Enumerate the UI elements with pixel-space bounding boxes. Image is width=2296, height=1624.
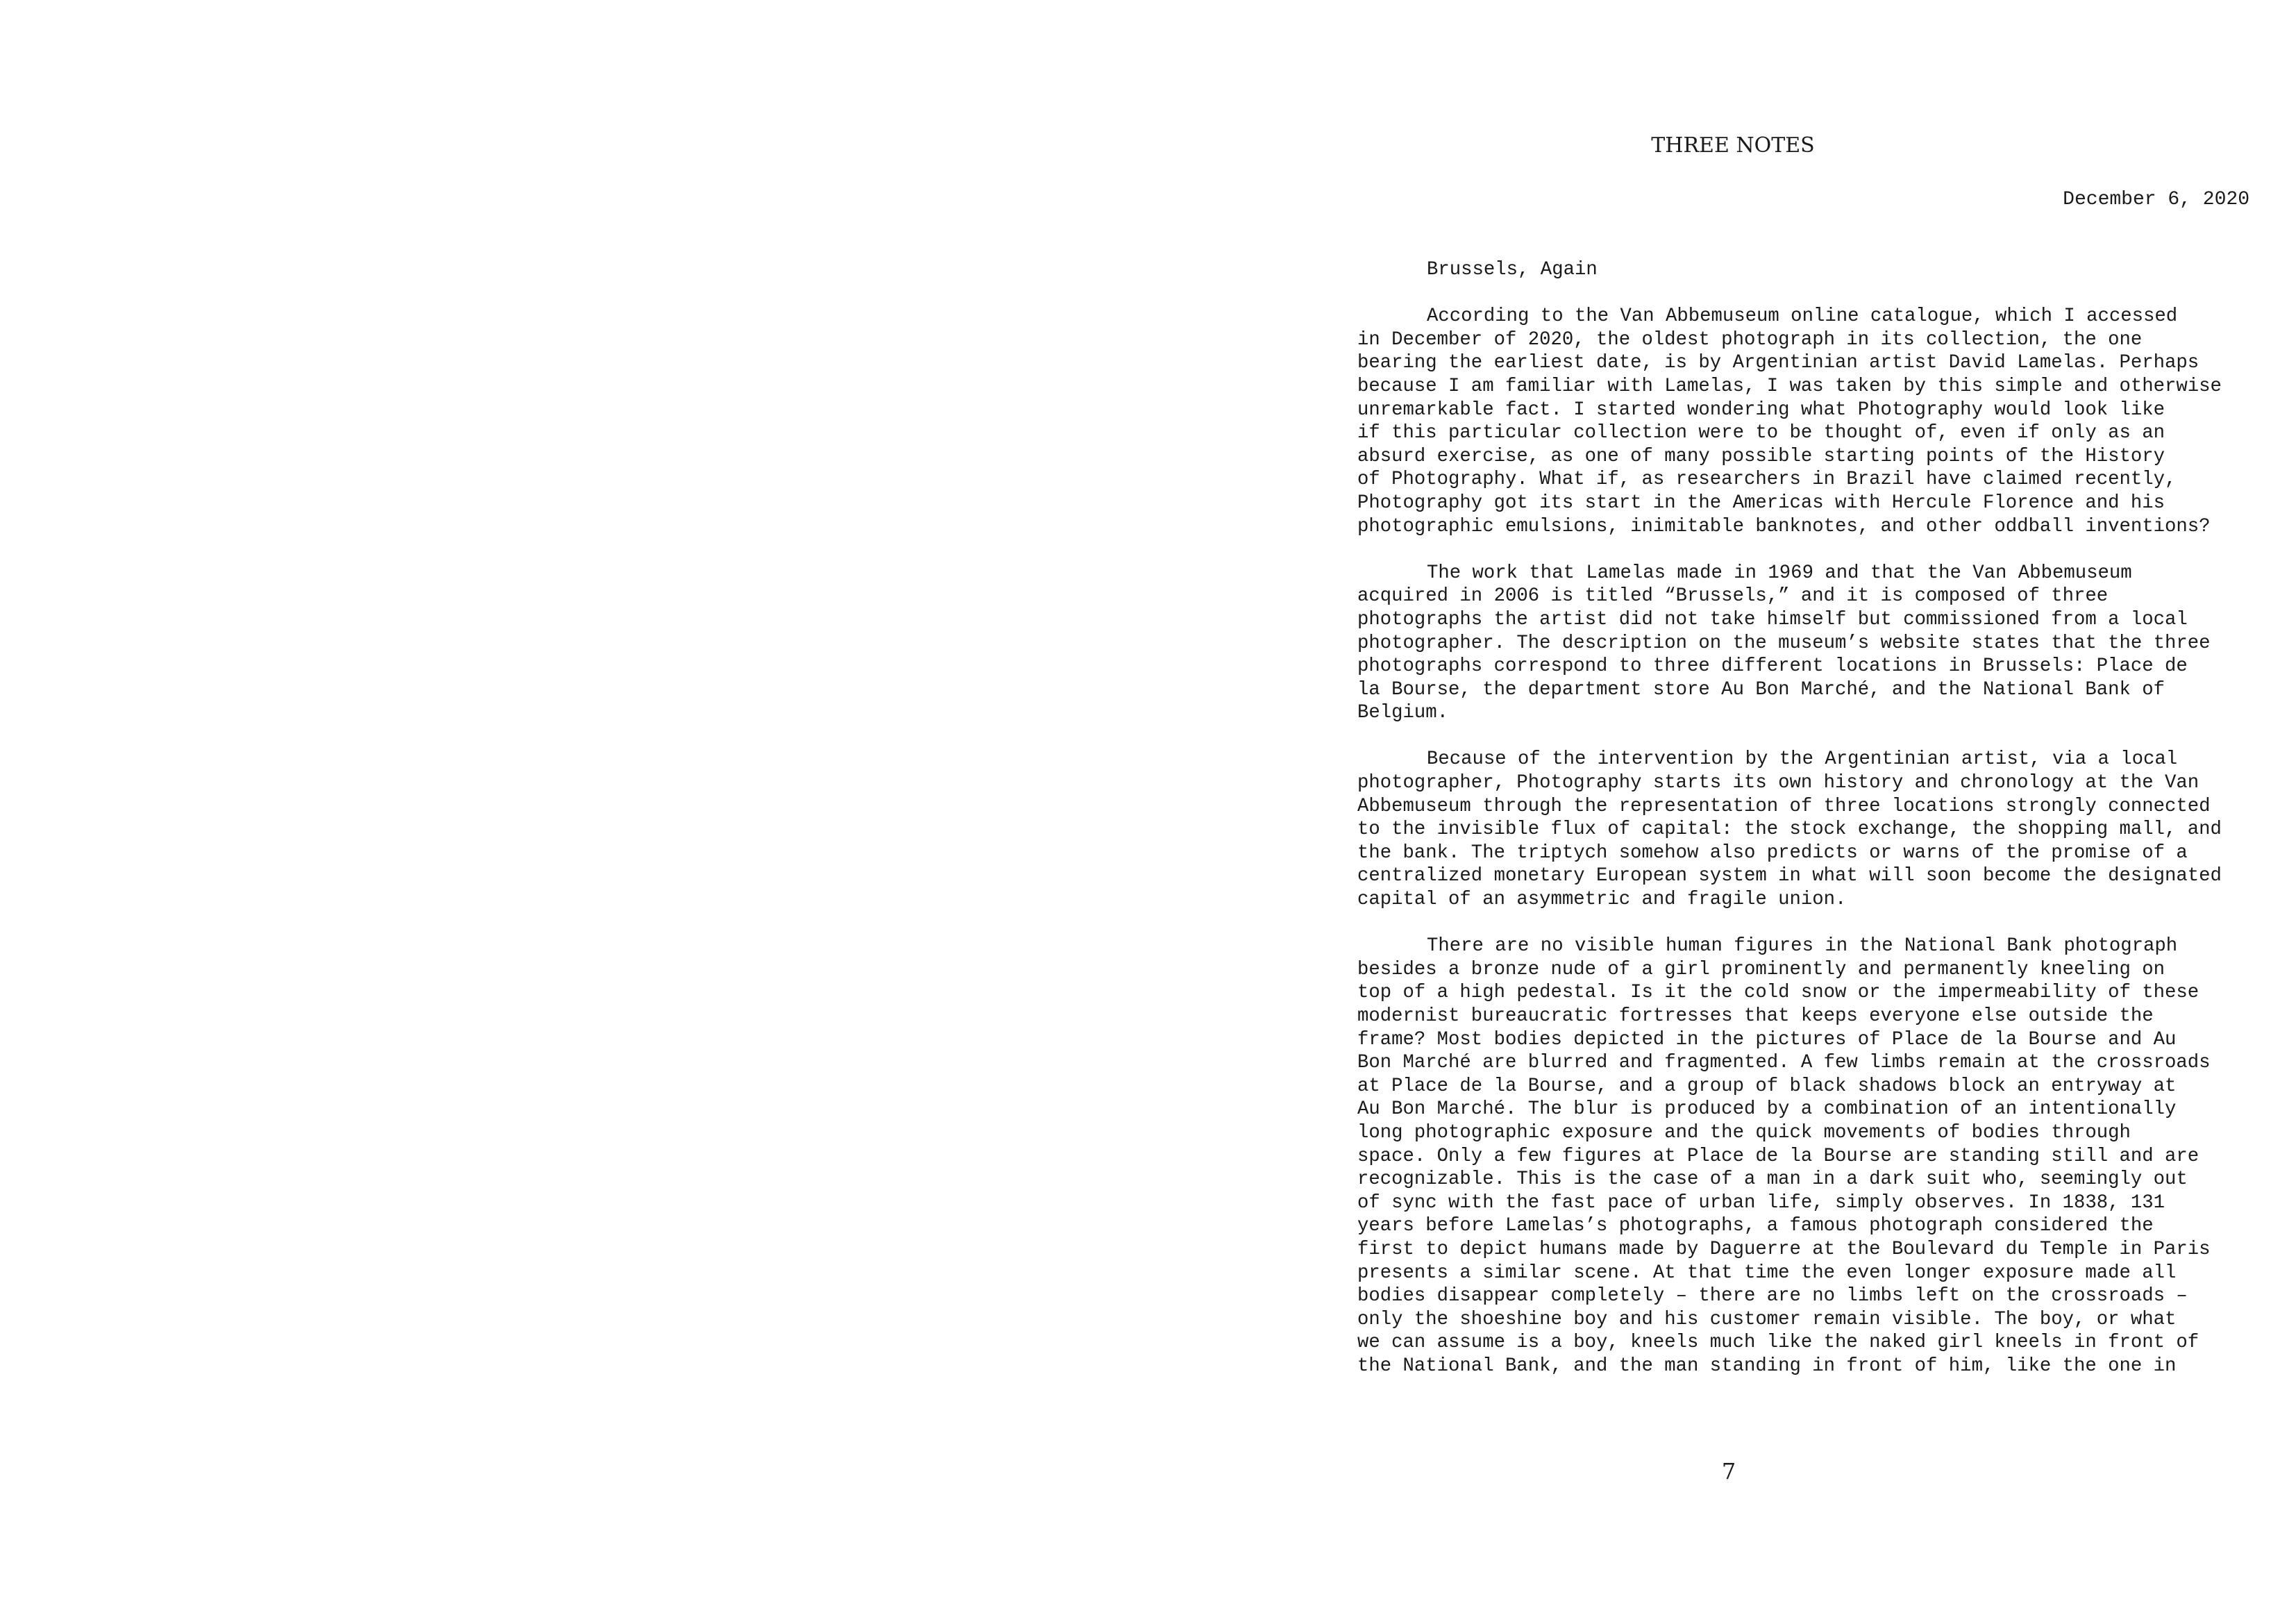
paragraph-line: There are no visible human figures in the National Bank photograph xyxy=(1427,935,2178,957)
paragraph-line: years before Lamelas’s photographs, a famous photograph considered the xyxy=(1357,1215,2154,1237)
paragraph-1 xyxy=(1357,305,2260,538)
paragraph-line: presents a similar scene. At that time the even longer exposure made all xyxy=(1357,1262,2177,1284)
page-number: 7 xyxy=(1721,1458,1736,1484)
paragraph-line: because I am familiar with Lamelas, I was taken by this simple and otherwise xyxy=(1357,375,2222,397)
paragraph-line: Abbemuseum through the representation of three locations strongly connected xyxy=(1357,795,2211,817)
paragraph-line: Photography got its start in the Americas with Hercule Florence and his xyxy=(1357,492,2165,514)
paragraph-line: of sync with the fast pace of urban life, simply observes. In 1838, 131 xyxy=(1357,1191,2165,1214)
paragraph-line: the National Bank, and the man standing in front of him, like the one in xyxy=(1357,1355,2177,1377)
paragraph-line: space. Only a few figures at Place de la Bourse are standing still and are xyxy=(1357,1145,2199,1167)
paragraph-3 xyxy=(1357,748,2260,911)
paragraph-line: recognizable. This is the case of a man in a dark suit who, seemingly out xyxy=(1357,1169,2188,1191)
paragraph-line: to the invisible flux of capital: the stock exchange, the shopping mall, and xyxy=(1357,819,2222,841)
paragraph-line: centralized monetary European system in what will soon become the designated xyxy=(1357,865,2222,887)
paragraph-line: top of a high pedestal. Is it the cold snow or the impermeability of these xyxy=(1357,982,2199,1004)
paragraph-line: we can assume is a boy, kneels much like the naked girl kneels in front of xyxy=(1357,1332,2199,1354)
paragraph-line: Bon Marché are blurred and fragmented. A few limbs remain at the crossroads xyxy=(1357,1052,2211,1074)
body-text xyxy=(1357,258,2260,1401)
paragraph-line: if this particular collection were to be thought of, even if only as an xyxy=(1357,422,2165,444)
paragraph-line: capital of an asymmetric and fragile union. xyxy=(1357,889,1847,911)
paragraph-line: Belgium. xyxy=(1357,702,1449,724)
running-head: THREE NOTES xyxy=(1651,133,1815,158)
paragraph-line: photographic emulsions, inimitable banknotes, and other oddball inventions? xyxy=(1357,515,2211,537)
paragraph-line: The work that Lamelas made in 1969 and that the Van Abbemuseum xyxy=(1427,562,2132,584)
paragraph-line: only the shoeshine boy and his customer remain visible. The boy, or what xyxy=(1357,1308,2177,1330)
paragraph-line: bodies disappear completely – there are no limbs left on the crossroads – xyxy=(1357,1285,2188,1307)
paragraph-line: unremarkable fact. I started wondering what Photography would look like xyxy=(1357,399,2165,421)
paragraph-line: the bank. The triptych somehow also predicts or warns of the promise of a xyxy=(1357,842,2188,864)
paragraph-line: modernist bureaucratic fortresses that keeps everyone else outside the xyxy=(1357,1005,2154,1027)
paragraph-line: frame? Most bodies depicted in the pictures of Place de la Bourse and Au xyxy=(1357,1028,2177,1050)
paragraph-line: at Place de la Bourse, and a group of black shadows block an entryway at xyxy=(1357,1075,2177,1097)
paragraph-line: photographs the artist did not take himself but commissioned from a local xyxy=(1357,608,2188,630)
paragraph-line: Au Bon Marché. The blur is produced by a combination of an intentionally xyxy=(1357,1098,2177,1121)
paragraph-line: photographer, Photography starts its own history and chronology at the Van xyxy=(1357,772,2199,794)
paragraph-line: la Bourse, the department store Au Bon Marché, and the National Bank of xyxy=(1357,678,2165,701)
paragraph-line: Because of the intervention by the Argentinian artist, via a local xyxy=(1427,748,2178,771)
paragraph-line: According to the Van Abbemuseum online catalogue, which I accessed xyxy=(1427,305,2178,328)
paragraph-line: of Photography. What if, as researchers in Brazil have claimed recently, xyxy=(1357,469,2177,491)
paragraph-4 xyxy=(1357,935,2260,1378)
paragraph-line: long photographic exposure and the quick movements of bodies through xyxy=(1357,1121,2131,1144)
paragraph-line: acquired in 2006 is titled “Brussels,” and it is composed of three xyxy=(1357,585,2109,608)
paragraph-line: absurd exercise, as one of many possible starting points of the History xyxy=(1357,445,2165,467)
paragraph-line: besides a bronze nude of a girl prominently and permanently kneeling on xyxy=(1357,958,2165,980)
section-subtitle: Brussels, Again xyxy=(1427,259,1598,281)
paragraph-line: in December of 2020, the oldest photograph in its collection, the one xyxy=(1357,328,2143,351)
date-line: December 6, 2020 xyxy=(2063,189,2249,210)
paragraph-line: photographer. The description on the museum’s website states that the three xyxy=(1357,632,2211,654)
paragraph-line: bearing the earliest date, is by Argentinian artist David Lamelas. Perhaps xyxy=(1357,352,2199,374)
paragraph-line: photographs correspond to three different locations in Brussels: Place de xyxy=(1357,655,2188,678)
paragraph-line: first to depict humans made by Daguerre at the Boulevard du Temple in Paris xyxy=(1357,1238,2211,1260)
paragraph-2 xyxy=(1357,562,2260,725)
